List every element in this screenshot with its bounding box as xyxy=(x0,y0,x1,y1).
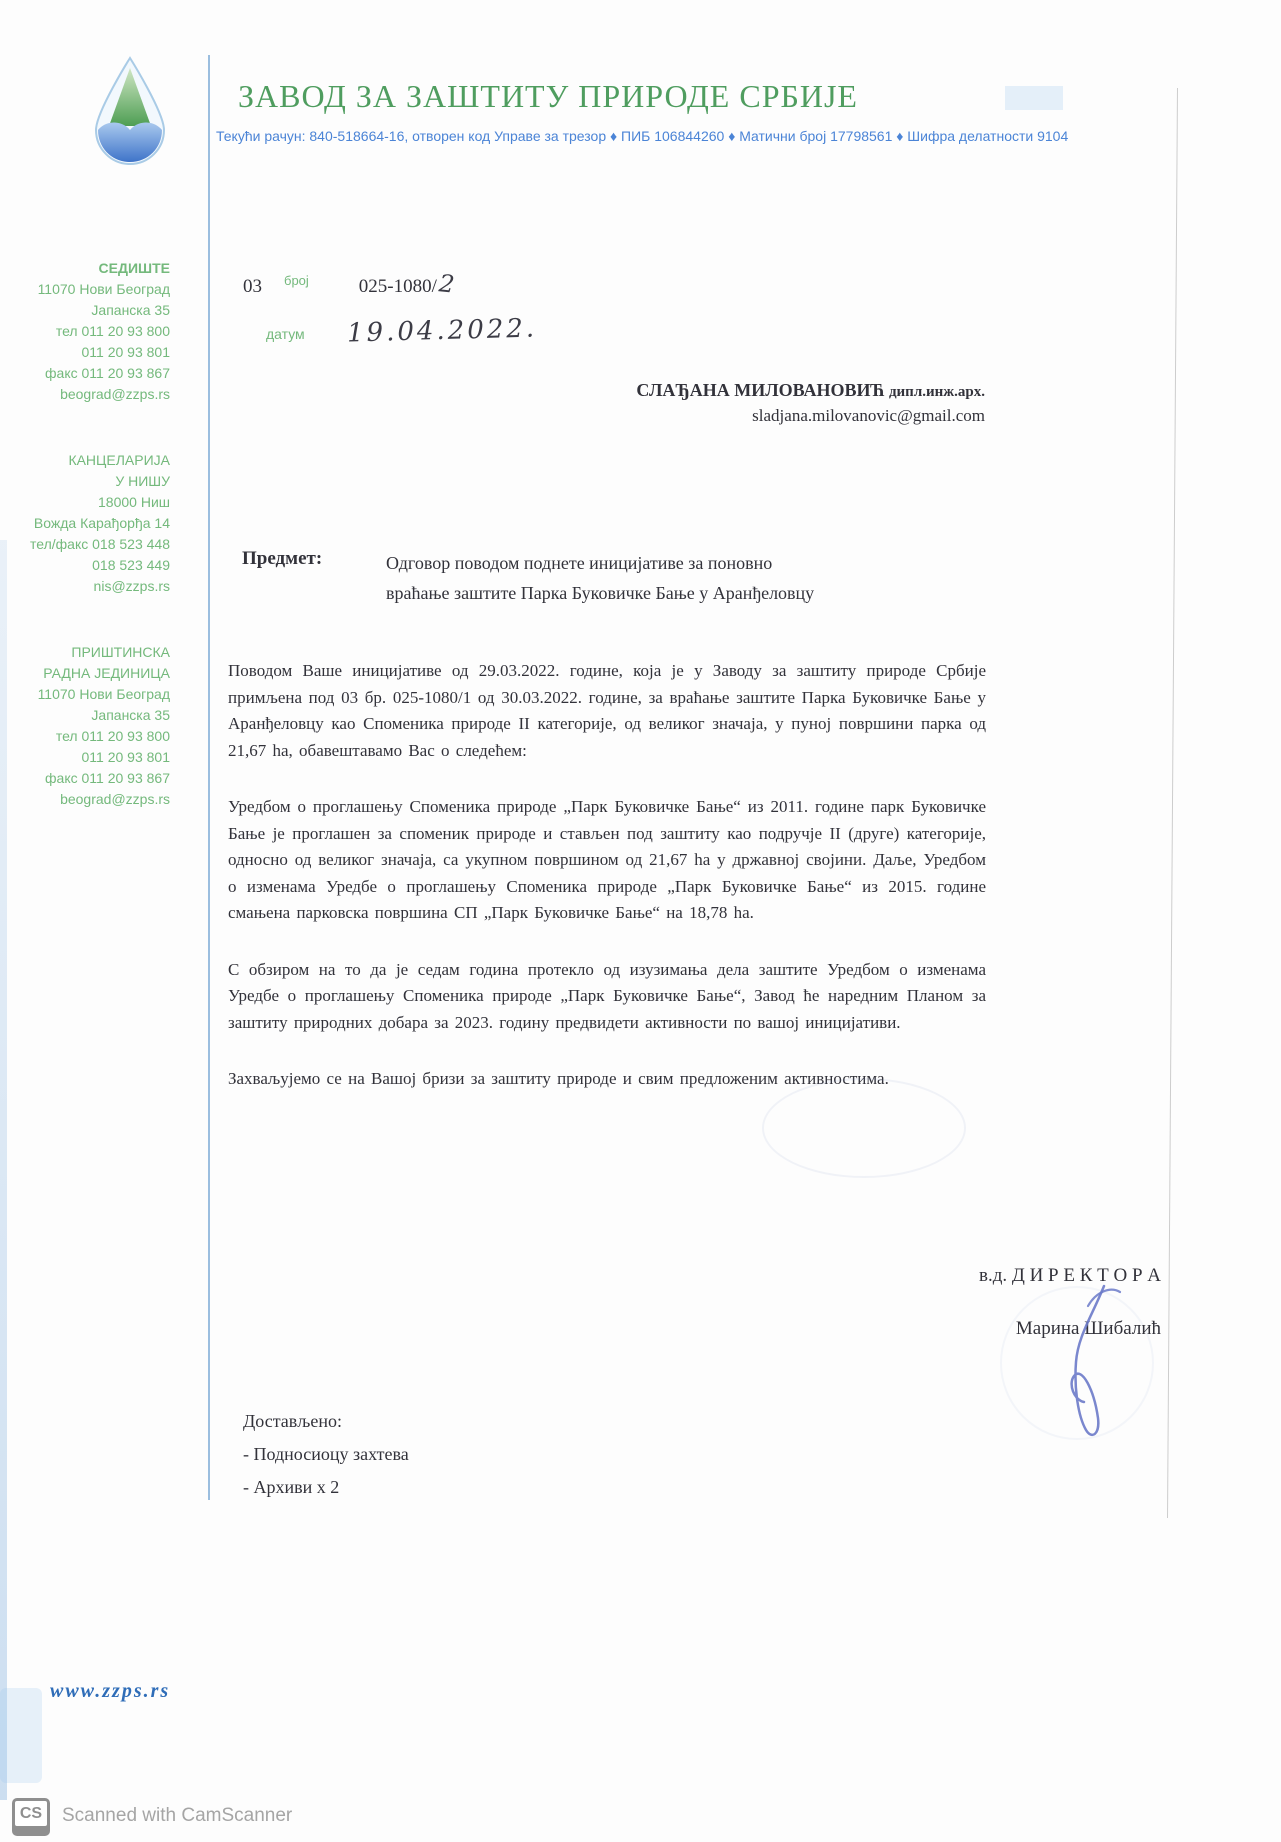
sidebar-line: 18000 Ниш xyxy=(98,494,170,510)
delivery-label: Достављено: xyxy=(243,1411,342,1431)
letter-body xyxy=(228,658,986,1123)
sidebar-line: 11070 Нови Београд xyxy=(37,686,170,702)
sidebar-section-title: КАНЦЕЛАРИЈА xyxy=(68,452,170,468)
handwritten-number: 2 xyxy=(437,269,456,299)
subject-text xyxy=(386,548,988,608)
sidebar-line: 11070 Нови Београд xyxy=(37,281,170,297)
recipient-block xyxy=(636,380,985,426)
sidebar-section-title: ПРИШТИНСКА xyxy=(71,644,170,660)
letterhead-vertical-rule xyxy=(208,55,210,1500)
reference-number-row xyxy=(243,270,454,298)
scan-edge-artifact xyxy=(1005,86,1063,110)
institute-title: ЗАВОД ЗА ЗАШТИТУ ПРИРОДЕ СРБИЈЕ xyxy=(238,78,858,114)
camscanner-logo-text: CS xyxy=(15,1801,47,1826)
institute-info-line: Текући рачун: 840-518664-16, отворен код Управе за трезор ♦ ПИБ 106844260 ♦ Матични број 17798561 ♦ Шифра делатности 9104 xyxy=(216,128,1069,144)
stamp-ghost-mark xyxy=(762,1078,966,1178)
sidebar-line: Јапанска 35 xyxy=(91,707,170,723)
sidebar-section-title: У НИШУ xyxy=(115,473,170,489)
sidebar-section-pristina-unit xyxy=(25,642,170,810)
body-paragraph: Захваљујемо се на Вашој бризи за заштиту природе и свим предложеним активностима. xyxy=(228,1069,889,1088)
sidebar-section-nis-office xyxy=(25,450,170,597)
handwritten-signature xyxy=(1032,1278,1142,1453)
org-unit-number: 03 xyxy=(243,276,262,297)
sidebar-section-headquarters xyxy=(25,258,170,405)
sidebar-line: Вожда Карађорђа 14 xyxy=(33,515,170,531)
page-edge-line xyxy=(1167,88,1178,1518)
body-paragraph: С обзиром на то да је седам година протекло од изузимања дела заштите Уредбом о изменама Уредбе о проглашењу Споменика природе „Парк Буковичке Бање“, Завод ће наредним Планом за заштиту природних добара за 2023. годину предвидети активности по вашој иницијативи. xyxy=(228,959,986,1032)
sidebar-line: Јапанска 35 xyxy=(91,302,170,318)
delivery-item: - Подносиоцу захтева xyxy=(243,1444,409,1464)
subject-line: Одговор поводом поднете иницијативе за поновно xyxy=(386,553,773,573)
sidebar-line: 018 523 449 xyxy=(92,557,170,573)
subject-block xyxy=(228,548,988,608)
body-paragraph: Поводом Ваше иницијативе од 29.03.2022. године, која је у Заводу за заштиту природе Србије примљена под 03 бр. 025-1080/1 од 30.03.2022. године, за враћање заштите Парка Буковичке Бање у Аранђеловцу као Споменика природе II категорије, од великог значаја, у пуној површини парка од 21,67 ha, обавештавамо Вас о следећем: xyxy=(228,661,986,760)
delivery-item: - Архиви x 2 xyxy=(243,1477,340,1497)
website-url: www.zzps.rs xyxy=(50,1680,171,1702)
handwritten-date: 19.04.2022. xyxy=(346,313,538,349)
recipient-title: дипл.инж.арх. xyxy=(888,384,985,400)
sidebar-line: nis@zzps.rs xyxy=(93,578,170,594)
institute-logo-icon xyxy=(84,56,176,173)
signatory-name: Марина Шибалић xyxy=(1015,1318,1161,1339)
delivery-block xyxy=(243,1405,409,1504)
body-paragraph: Уредбом о проглашењу Споменика природе „Парк Буковичке Бање“ из 2011. године парк Буковичке Бање је проглашен за споменик природе и стављен под заштиту као подручје II (друге) категорије, односно од великог значаја, са укупном површином од 21,67 ha у државној својини. Даље, Уредбом о изменама Уредбе о проглашењу Споменика природе „Парк Буковичке Бање“ из 2015. године смањена парковска површина СП „Парк Буковичке Бање“ на 18,78 ha. xyxy=(228,797,986,922)
sidebar-line: 011 20 93 801 xyxy=(81,344,170,360)
sidebar-line: тел/факс 018 523 448 xyxy=(30,536,170,552)
sidebar-line: факс 011 20 93 867 xyxy=(45,770,170,786)
recipient-email: sladjana.milovanovic@gmail.com xyxy=(752,406,985,425)
sidebar-line: 011 20 93 801 xyxy=(81,749,170,765)
recipient-name: СЛАЂАНА МИЛОВАНОВИЋ xyxy=(636,380,885,400)
sidebar-line: тел 011 20 93 800 xyxy=(55,728,170,744)
number-label: број xyxy=(284,273,309,288)
sidebar-section-title: СЕДИШТЕ xyxy=(98,260,170,276)
camscanner-logo-icon xyxy=(12,1798,50,1836)
sidebar-line: beograd@zzps.rs xyxy=(60,791,170,807)
sidebar-line: beograd@zzps.rs xyxy=(60,386,170,402)
recipient-name-line xyxy=(636,380,985,401)
sidebar-line: факс 011 20 93 867 xyxy=(45,365,170,381)
subject-label: Предмет: xyxy=(242,548,323,569)
date-row xyxy=(266,313,538,349)
scan-edge-artifact xyxy=(0,540,7,1800)
sidebar-line: тел 011 20 93 800 xyxy=(55,323,170,339)
camscanner-watermark: Scanned with CamScanner xyxy=(62,1805,293,1826)
reference-number-value: 025-1080/ xyxy=(358,276,437,297)
sidebar-section-title: РАДНА ЈЕДИНИЦА xyxy=(43,665,170,681)
date-label: датум xyxy=(266,326,305,342)
subject-line: враћање заштите Парка Буковичке Бање у Аранђеловцу xyxy=(386,583,815,603)
signatory-role: в.д. Д И Р Е К Т О Р А xyxy=(978,1265,1161,1286)
scan-edge-artifact xyxy=(0,1688,42,1783)
